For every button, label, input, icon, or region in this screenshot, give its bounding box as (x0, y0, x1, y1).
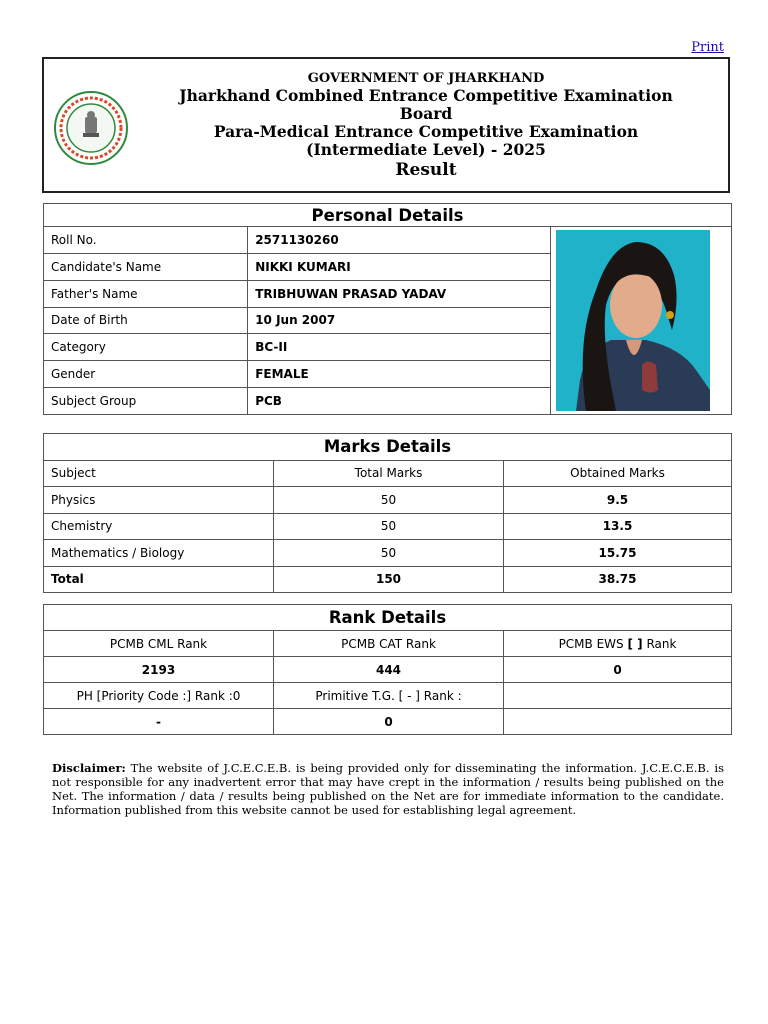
header-board-line1: Jharkhand Combined Entrance Competitive Examination (179, 86, 673, 105)
cml-rank-value: 2193 (44, 657, 274, 683)
header-government: GOVERNMENT OF JHARKHAND (307, 71, 545, 86)
roll-no-value: 2571130260 (248, 227, 551, 254)
personal-details-table (43, 203, 732, 415)
obtained-marks-cell: 15.75 (504, 540, 732, 567)
primitive-tg-rank-value: 0 (274, 709, 504, 735)
header-board-line2: Board (399, 104, 453, 123)
category-label: Category (44, 334, 248, 361)
candidate-photo (556, 230, 710, 411)
total-marks-cell: 50 (274, 540, 504, 567)
ph-rank-header: PH [Priority Code :] Rank :0 (44, 683, 274, 709)
primitive-tg-rank-header: Primitive T.G. [ - ] Rank : (274, 683, 504, 709)
obtained-marks-sum: 38.75 (504, 566, 732, 593)
category-value: BC-II (248, 334, 551, 361)
empty-value-cell (504, 709, 732, 735)
empty-header-cell (504, 683, 732, 709)
table-row (44, 540, 732, 567)
candidate-name-value: NIKKI KUMARI (248, 253, 551, 280)
candidate-name-label: Candidate's Name (44, 253, 248, 280)
ews-rank-bracket: [ ] (627, 636, 643, 651)
marks-details-table (43, 433, 732, 593)
table-row (44, 513, 732, 540)
table-row (44, 709, 732, 735)
rank-details-table (43, 604, 732, 735)
roll-no-label: Roll No. (44, 227, 248, 254)
ews-rank-suffix: Rank (642, 636, 677, 651)
dob-value: 10 Jun 2007 (248, 307, 551, 334)
personal-details-title: Personal Details (44, 204, 732, 227)
total-row (44, 566, 732, 593)
subject-header: Subject (44, 460, 274, 487)
subject-group-value: PCB (248, 388, 551, 415)
subject-cell: Mathematics / Biology (44, 540, 274, 567)
dob-label: Date of Birth (44, 307, 248, 334)
ph-rank-value: - (44, 709, 274, 735)
header-box (42, 57, 730, 193)
gender-value: FEMALE (248, 361, 551, 388)
total-marks-cell: 50 (274, 487, 504, 514)
header-exam-line2: (Intermediate Level) - 2025 (306, 140, 546, 159)
header-exam-line1: Para-Medical Entrance Competitive Examination (213, 122, 639, 141)
total-marks-cell: 50 (274, 513, 504, 540)
table-header-row (44, 631, 732, 657)
table-header-row (44, 683, 732, 709)
cat-rank-header: PCMB CAT Rank (274, 631, 504, 657)
table-row (44, 227, 732, 254)
disclaimer (52, 761, 724, 817)
disclaimer-label: Disclaimer: (52, 761, 126, 775)
total-marks-header: Total Marks (274, 460, 504, 487)
total-marks-sum: 150 (274, 566, 504, 593)
subject-cell: Physics (44, 487, 274, 514)
subject-group-label: Subject Group (44, 388, 248, 415)
rank-details-title: Rank Details (44, 605, 732, 631)
father-name-value: TRIBHUWAN PRASAD YADAV (248, 280, 551, 307)
table-row (44, 487, 732, 514)
print-link[interactable]: Print (691, 40, 724, 55)
obtained-marks-cell: 9.5 (504, 487, 732, 514)
total-label: Total (44, 566, 274, 593)
ews-rank-prefix: PCMB EWS (558, 636, 628, 651)
gender-label: Gender (44, 361, 248, 388)
ews-rank-value: 0 (504, 657, 732, 683)
father-name-label: Father's Name (44, 280, 248, 307)
ews-rank-header (504, 631, 732, 657)
subject-cell: Chemistry (44, 513, 274, 540)
table-row (44, 657, 732, 683)
obtained-marks-cell: 13.5 (504, 513, 732, 540)
cat-rank-value: 444 (274, 657, 504, 683)
disclaimer-text: The website of J.C.E.C.E.B. is being provided only for disseminating the information. J.C.E.C.E.B. is not responsible for any inadvertent error that may have crept in the information / results being published on the Net. The information / data / results being published on the Net are for immediate information to the candidate. Information published from this website cannot be used for establishing legal agreement. (52, 761, 724, 817)
header-result: Result (395, 160, 457, 180)
marks-details-title: Marks Details (44, 434, 732, 461)
candidate-photo-cell (551, 227, 732, 415)
obtained-marks-header: Obtained Marks (504, 460, 732, 487)
board-emblem-icon (54, 91, 128, 165)
cml-rank-header: PCMB CML Rank (44, 631, 274, 657)
table-header-row (44, 460, 732, 487)
